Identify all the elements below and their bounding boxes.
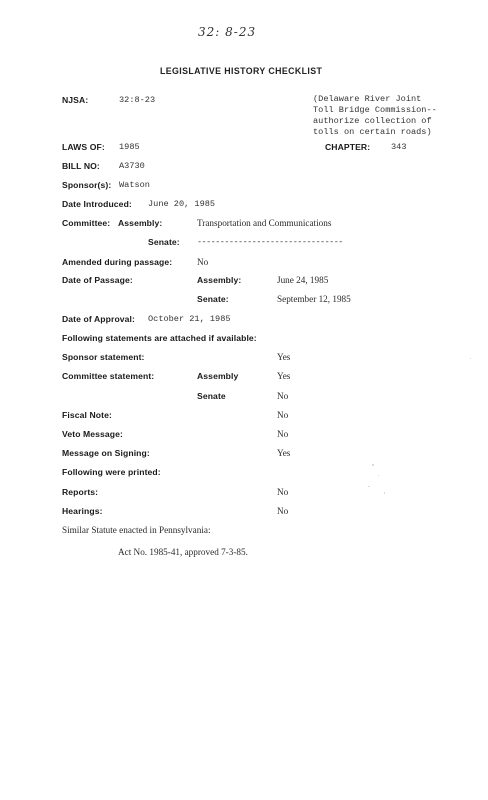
chapter-value: 343 (391, 142, 407, 152)
bill-no-value: A3730 (119, 161, 145, 171)
message-on-signing-value: Yes (277, 448, 291, 458)
njsa-label: NJSA: (62, 95, 89, 105)
chapter-label: CHAPTER: (325, 142, 371, 152)
similar-statute-text: Similar Statute enacted in Pennsylvania: (62, 525, 211, 535)
reports-value: No (277, 487, 289, 497)
printed-header: Following were printed: (62, 467, 161, 477)
sponsors-value: Watson (119, 180, 150, 190)
date-introduced-label: Date Introduced: (62, 199, 132, 209)
committee-statement-assembly-value: Yes (277, 371, 291, 381)
bill-description-note: (Delaware River Joint Toll Bridge Commission--authorize collection of tolls on certain roads) (313, 94, 437, 137)
sponsor-statement-label: Sponsor statement: (62, 352, 145, 362)
committee-statement-label: Committee statement: (62, 371, 155, 381)
act-text: Act No. 1985-41, approved 7-3-85. (118, 547, 248, 557)
scan-speck (368, 486, 370, 487)
hearings-label: Hearings: (62, 506, 103, 516)
passage-assembly-value: June 24, 1985 (277, 275, 329, 285)
committee-statement-assembly-label: Assembly (197, 371, 239, 381)
approval-label: Date of Approval: (62, 314, 136, 324)
bill-no-label: BILL NO: (62, 161, 100, 171)
committee-statement-senate-label: Senate (197, 391, 226, 401)
committee-assembly-label: Assembly: (118, 218, 163, 228)
passage-assembly-label: Assembly: (197, 275, 242, 285)
sponsors-label: Sponsor(s): (62, 180, 112, 190)
scan-speck (470, 358, 471, 359)
passage-senate-value: September 12, 1985 (277, 294, 351, 304)
committee-assembly-value: Transportation and Communications (197, 218, 332, 228)
attached-statements-header: Following statements are attached if available: (62, 333, 257, 343)
passage-senate-label: Senate: (197, 294, 229, 304)
hearings-value: No (277, 506, 289, 516)
reports-label: Reports: (62, 487, 99, 497)
date-introduced-value: June 20, 1985 (148, 199, 216, 209)
scan-speck (372, 464, 374, 466)
laws-of-value: 1985 (119, 142, 140, 152)
amended-value: No (197, 257, 209, 267)
committee-statement-senate-value: No (277, 391, 289, 401)
sponsor-statement-value: Yes (277, 352, 291, 362)
scan-speck (384, 492, 385, 494)
veto-message-value: No (277, 429, 289, 439)
amended-label: Amended during passage: (62, 257, 173, 267)
fiscal-note-value: No (277, 410, 289, 420)
committee-senate-value: -------------------------------- (197, 237, 343, 247)
committee-senate-label: Senate: (148, 237, 180, 247)
message-on-signing-label: Message on Signing: (62, 448, 150, 458)
page-title: LEGISLATIVE HISTORY CHECKLIST (160, 66, 323, 76)
passage-label: Date of Passage: (62, 275, 133, 285)
laws-of-label: LAWS OF: (62, 142, 105, 152)
approval-value: October 21, 1985 (148, 314, 231, 324)
handwritten-reference: 32: 8-23 (198, 25, 257, 39)
veto-message-label: Veto Message: (62, 429, 124, 439)
scan-speck (378, 475, 379, 476)
committee-label: Committee: (62, 218, 111, 228)
njsa-value: 32:8-23 (119, 95, 156, 105)
fiscal-note-label: Fiscal Note: (62, 410, 112, 420)
